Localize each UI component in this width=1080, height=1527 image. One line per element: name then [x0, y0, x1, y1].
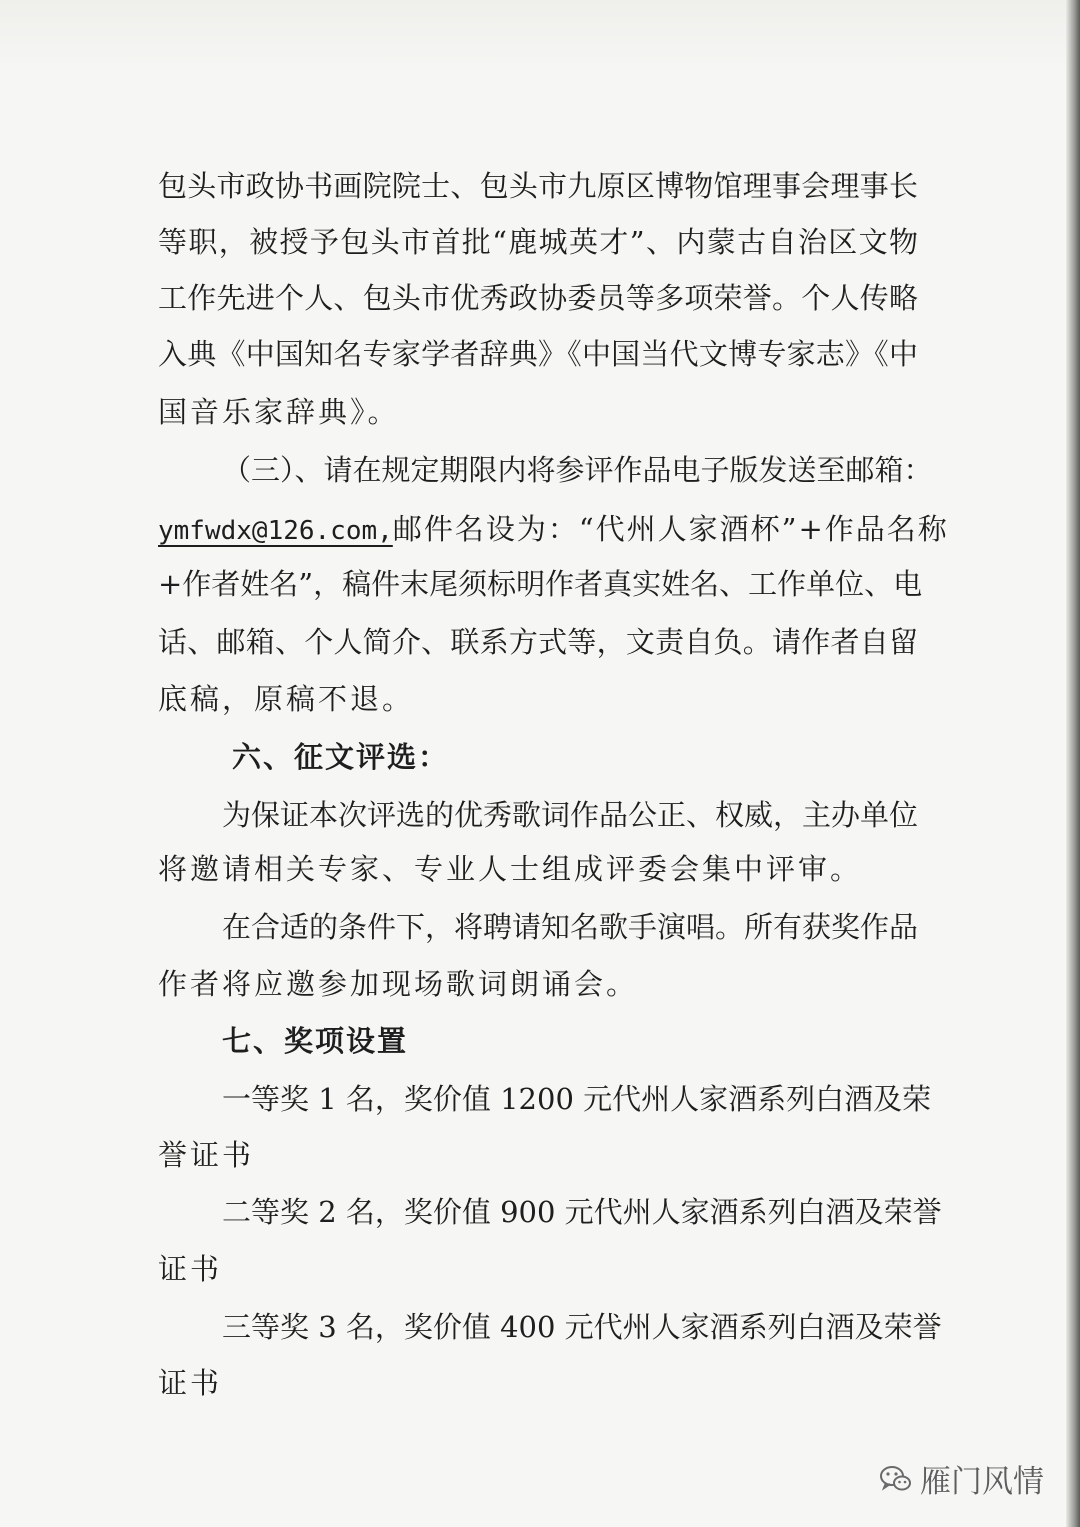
paragraph-1-line-3: 工作先进个人、包头市优秀政协委员等多项荣誉。个人传略	[158, 281, 918, 315]
watermark-text: 雁门风情	[920, 1464, 1044, 1500]
paragraph-2-line-3: +作者姓名”，稿件末尾须标明作者真实姓名、工作单位、电	[158, 567, 923, 601]
award-1-line-2: 誉证书	[158, 1138, 255, 1172]
section-6-para-2-line-1: 在合适的条件下，将聘请知名歌手演唱。所有获奖作品	[222, 910, 919, 944]
paragraph-2-line-5: 底稿，原稿不退。	[158, 682, 415, 716]
section-6-para-1-line-2: 将邀请相关专家、专业人士组成评委会集中评审。	[158, 852, 863, 886]
award-3-line-2: 证书	[158, 1366, 223, 1400]
paragraph-1-line-4: 入典《中国知名专家学者辞典》《中国当代文博专家志》《中	[158, 337, 918, 371]
paragraph-1-line-2: 等职，被授予包头市首批“鹿城英才”、内蒙古自治区文物	[158, 225, 918, 259]
wechat-icon	[880, 1465, 912, 1493]
award-3-line-1: 三等奖 3 名，奖价值 400 元代州人家酒系列白酒及荣誉	[222, 1310, 942, 1344]
award-1-line-1: 一等奖 1 名，奖价值 1200 元代州人家酒系列白酒及荣	[222, 1082, 932, 1116]
award-2-line-2: 证书	[158, 1252, 223, 1286]
scan-shadow-top	[0, 0, 1080, 70]
award-2-line-1: 二等奖 2 名，奖价值 900 元代州人家酒系列白酒及荣誉	[222, 1195, 942, 1229]
section-6-para-1-line-1: 为保证本次评选的优秀歌词作品公正、权威，主办单位	[222, 798, 919, 832]
email-link[interactable]: ymfwdx@126.com,	[158, 516, 393, 546]
scan-edge-right	[1066, 0, 1080, 1527]
watermark	[880, 1456, 1044, 1501]
section-6-heading: 六、征文评选：	[232, 740, 450, 774]
paragraph-2-line-1: （三）、请在规定期限内将参评作品电子版发送至邮箱：	[222, 453, 933, 487]
section-7-heading: 七、奖项设置	[222, 1024, 409, 1058]
section-6-para-2-line-2: 作者将应邀参加现场歌词朗诵会。	[158, 967, 639, 1001]
paragraph-2-line-4: 话、邮箱、个人简介、联系方式等，文责自负。请作者自留	[158, 625, 918, 659]
paragraph-2-line-2-rest: 邮件名设为：“代州人家酒杯”+作品名称	[392, 512, 949, 546]
paragraph-1-line-1: 包头市政协书画院院士、包头市九原区博物馆理事会理事长	[158, 169, 918, 203]
paragraph-1-line-5: 国音乐家辞典》。	[158, 395, 400, 429]
paragraph-2-line-2	[158, 500, 949, 558]
